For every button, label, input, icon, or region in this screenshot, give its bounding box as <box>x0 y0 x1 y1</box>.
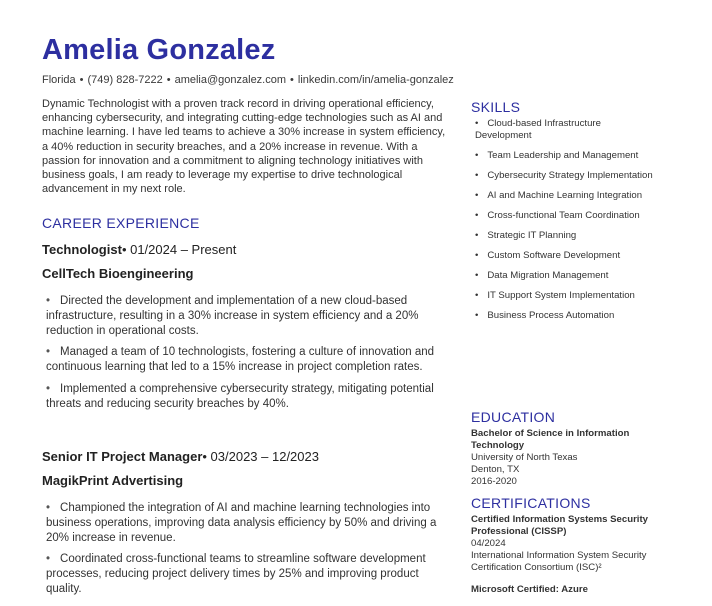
job-bullet-list <box>42 501 457 597</box>
job-entry <box>42 241 457 419</box>
bullet-glyph: • <box>475 210 479 221</box>
bullet-text: Implemented a comprehensive cybersecurity strategy, mitigating potential threats and reducing security breaches by 40%. <box>46 382 434 410</box>
bullet-glyph: • <box>475 290 479 301</box>
skill-item <box>471 310 656 322</box>
bullet-glyph: • <box>475 270 479 281</box>
job-dates: • 01/2024 – Present <box>121 242 237 257</box>
bullet-text: Coordinated cross-functional teams to streamline software development processes, reducing project delivery times by 25% and improving product quality. <box>46 553 426 595</box>
certifications-section <box>471 495 656 606</box>
skill-label: Team Leadership and Management <box>487 150 639 161</box>
education-section <box>471 409 656 488</box>
education-location: Denton, TX <box>471 464 520 475</box>
education-years: 2016-2020 <box>471 476 517 487</box>
education-entry <box>471 428 656 488</box>
professional-summary: Dynamic Technologist with a proven track record in driving operational efficiency, enhancing cybersecurity, and integrating cutting-edge technologies such as AI and machine learning. I have led teams to achieve a 30% increase in system efficiency, a 40% reduction in security breaches, and a 20% increase in revenue. With a passion for innovation and a commitment to aligning technology initiatives with business goals, I am ready to leverage my expertise to drive technological advancement in my next role. <box>42 98 446 196</box>
bullet-glyph: • <box>475 150 479 161</box>
bullet-text: Directed the development and implementation of a new cloud-based infrastructure, resulting in a 30% increase in system efficiency and a 20% reduction in operational costs. <box>46 295 419 337</box>
job-bullet <box>42 552 457 596</box>
skill-item <box>471 230 656 242</box>
bullet-glyph: • <box>46 346 51 359</box>
contact-separator: • <box>166 74 171 86</box>
bullet-glyph: • <box>46 295 51 307</box>
contact-phone: (749) 828-7222 <box>87 74 163 86</box>
bullet-glyph: • <box>475 230 479 241</box>
skill-label: Cybersecurity Strategy Implementation <box>487 170 653 181</box>
contact-linkedin: linkedin.com/in/amelia-gonzalez <box>297 74 454 86</box>
skill-label: Business Process Automation <box>487 310 615 321</box>
skill-item <box>471 210 656 222</box>
job-role: Senior IT Project Manager <box>42 449 203 464</box>
bullet-text: Championed the integration of AI and machine learning technologies into business operations, improving data analysis efficiency by 50% and driving a 20% increase in revenue. <box>46 502 437 544</box>
certification-entry <box>471 584 656 596</box>
certification-name: Certified Information Systems Security Professional (CISSP) <box>471 514 648 537</box>
skill-item <box>471 170 656 182</box>
job-bullet-list <box>42 294 457 412</box>
contact-separator: • <box>79 74 84 86</box>
job-entry <box>42 448 457 604</box>
skill-list <box>471 118 656 322</box>
section-heading-experience: CAREER EXPERIENCE <box>42 215 200 231</box>
skill-label: AI and Machine Learning Integration <box>487 190 643 201</box>
certification-name: Microsoft Certified: Azure <box>471 584 588 595</box>
education-school: University of North Texas <box>471 452 578 463</box>
job-company: MagikPrint Advertising <box>42 473 184 488</box>
section-heading-education: EDUCATION <box>471 409 556 425</box>
bullet-text: Managed a team of 10 technologists, fostering a culture of innovation and continuous learning that led to a 15% increase in project completion rates. <box>46 346 435 374</box>
certification-entry <box>471 514 656 574</box>
bullet-glyph: • <box>475 250 479 261</box>
bullet-glyph: • <box>46 382 51 395</box>
skill-label: Strategic IT Planning <box>487 230 577 241</box>
bullet-glyph: • <box>475 310 479 321</box>
job-bullet <box>42 345 457 375</box>
bullet-glyph: • <box>475 118 479 129</box>
skills-section <box>471 99 656 330</box>
bullet-glyph: • <box>46 553 51 566</box>
skill-label: Custom Software Development <box>487 250 621 261</box>
skill-label: Cross-functional Team Coordination <box>487 210 640 221</box>
job-dates: • 03/2023 – 12/2023 <box>202 449 319 464</box>
job-company: CellTech Bioengineering <box>42 266 194 281</box>
candidate-name: Amelia Gonzalez <box>42 34 276 66</box>
education-degree: Bachelor of Science in Information Technology <box>471 428 630 451</box>
bullet-glyph: • <box>475 190 479 201</box>
contact-line <box>42 74 454 86</box>
skill-item <box>471 118 656 142</box>
skill-item <box>471 290 656 302</box>
section-heading-skills: SKILLS <box>471 99 521 115</box>
contact-separator: • <box>290 74 294 86</box>
contact-email: amelia@gonzalez.com <box>174 74 287 86</box>
skill-label: IT Support System Implementation <box>487 290 635 301</box>
contact-location: Florida <box>42 74 76 86</box>
skill-label: Data Migration Management <box>487 270 609 281</box>
job-title-line <box>42 448 457 465</box>
bullet-glyph: • <box>475 170 479 181</box>
job-role: Technologist <box>42 242 122 257</box>
job-title-line <box>42 241 457 258</box>
skill-item <box>471 270 656 282</box>
skill-label: Cloud-based Infrastructure Development <box>475 118 601 141</box>
section-heading-certifications: CERTIFICATIONS <box>471 495 591 511</box>
job-bullet <box>42 294 457 338</box>
job-bullet <box>42 501 457 545</box>
bullet-glyph: • <box>46 502 51 514</box>
certification-date: 04/2024 <box>471 538 506 549</box>
skill-item <box>471 150 656 162</box>
job-bullet <box>42 382 457 412</box>
certification-issuer: International Information System Security Certification Consortium (ISC)² <box>471 550 647 573</box>
skill-item <box>471 190 656 202</box>
skill-item <box>471 250 656 262</box>
